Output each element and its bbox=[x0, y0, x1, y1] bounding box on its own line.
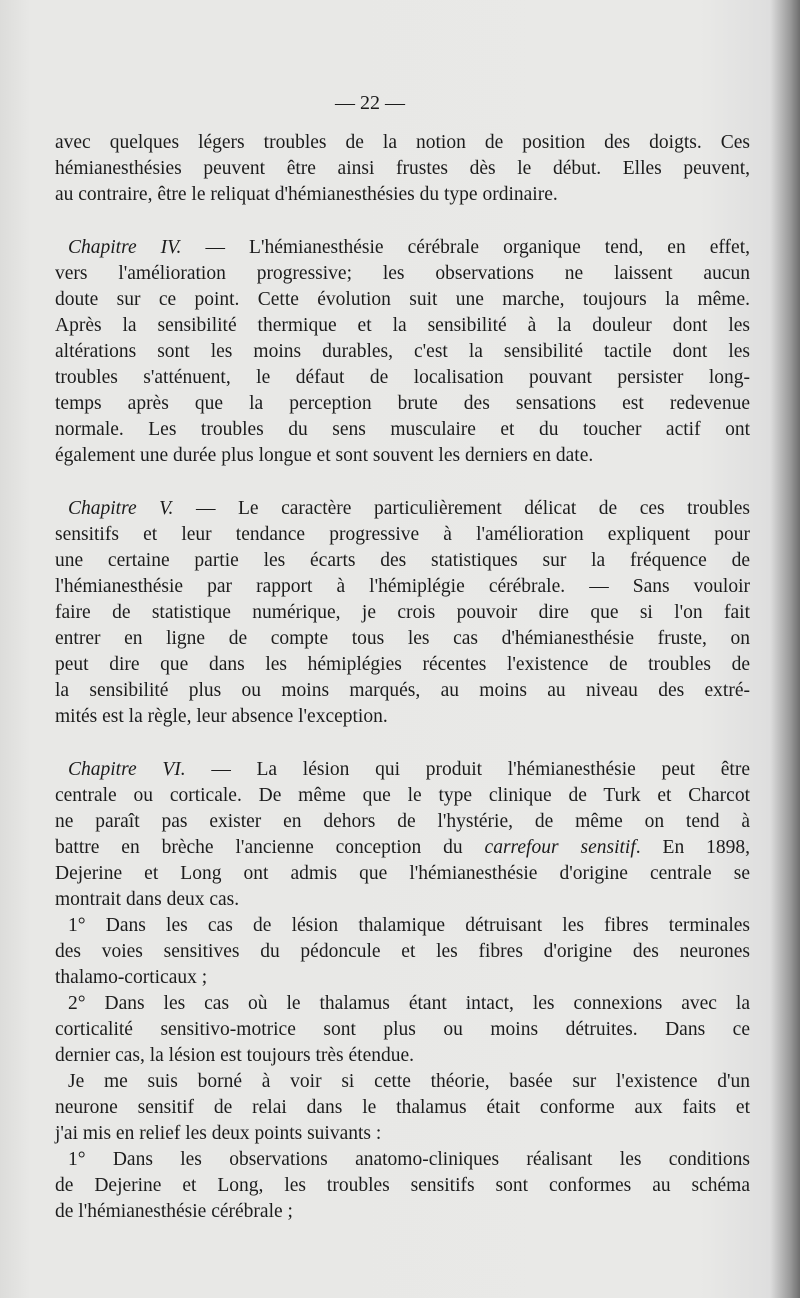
text-line bbox=[55, 600, 750, 626]
text-line bbox=[55, 965, 750, 991]
text-line bbox=[55, 1017, 750, 1043]
text-line bbox=[55, 704, 750, 730]
line-text: sensitifs et leur tendance progressive à l'amélioration expliquent pour bbox=[55, 524, 750, 545]
line-text: peut dire que dans les hémiplégies récentes l'existence de troubles de bbox=[55, 654, 750, 675]
text-line bbox=[55, 835, 750, 861]
text-line bbox=[55, 626, 750, 652]
line-text: altérations sont les moins durables, c'est la sensibilité tactile dont les bbox=[55, 341, 750, 362]
italic-term: carrefour sensitif bbox=[484, 837, 636, 858]
line-text: 1° Dans les observations anatomo-cliniques réalisant les conditions bbox=[68, 1149, 750, 1170]
text-line bbox=[55, 991, 750, 1017]
line-text: dernier cas, la lésion est toujours très étendue. bbox=[55, 1045, 415, 1066]
body-text bbox=[55, 130, 750, 1225]
paragraph bbox=[55, 235, 750, 469]
text-line bbox=[55, 1199, 750, 1225]
page-number: — 22 — bbox=[335, 92, 405, 114]
line-text: l'hémianesthésie par rapport à l'hémiplégie cérébrale. — Sans vouloir bbox=[55, 576, 750, 597]
line-text: troubles s'atténuent, le défaut de localisation pouvant persister long- bbox=[55, 367, 750, 388]
line-text: entrer en ligne de compte tous les cas d'hémianesthésie fruste, on bbox=[55, 628, 750, 649]
paragraph bbox=[55, 130, 750, 208]
text-line bbox=[55, 1147, 750, 1173]
line-text: la sensibilité plus ou moins marqués, au moins au niveau des extré- bbox=[55, 680, 750, 701]
line-text: 2° Dans les cas où le thalamus étant intact, les connexions avec la bbox=[68, 993, 750, 1014]
text-line bbox=[55, 757, 750, 783]
line-text: faire de statistique numérique, je crois pouvoir dire que si l'on fait bbox=[55, 602, 750, 623]
text-line bbox=[55, 261, 750, 287]
line-text: neurone sensitif de relai dans le thalamus était conforme aux faits et bbox=[55, 1097, 750, 1118]
line-text: 1° Dans les cas de lésion thalamique détruisant les fibres terminales bbox=[68, 915, 750, 936]
chapter-heading: Chapitre VI. bbox=[68, 759, 186, 780]
line-text: doute sur ce point. Cette évolution suit une marche, toujours la même. bbox=[55, 289, 750, 310]
chapter-heading: Chapitre IV. bbox=[68, 237, 182, 258]
line-text: — La lésion qui produit l'hémianesthésie peut être bbox=[185, 759, 750, 780]
text-line bbox=[55, 417, 750, 443]
text-line bbox=[55, 1069, 750, 1095]
line-text: centrale ou corticale. De même que le type clinique de Turk et Charcot bbox=[55, 785, 750, 806]
text-line bbox=[55, 313, 750, 339]
text-line bbox=[55, 913, 750, 939]
line-text: au contraire, être le reliquat d'hémianesthésies du type ordinaire. bbox=[55, 184, 558, 205]
text-line bbox=[55, 939, 750, 965]
line-text: montrait dans deux cas. bbox=[55, 889, 240, 910]
paragraph bbox=[55, 1147, 750, 1225]
text-line bbox=[55, 235, 750, 261]
text-line bbox=[55, 652, 750, 678]
text-line bbox=[55, 443, 750, 469]
text-line bbox=[55, 182, 750, 208]
line-text: des voies sensitives du pédoncule et les fibres d'origine des neurones bbox=[55, 941, 750, 962]
line-text: — L'hémianesthésie cérébrale organique tend, en effet, bbox=[181, 237, 750, 258]
text-line bbox=[55, 1043, 750, 1069]
paragraph bbox=[55, 757, 750, 913]
text-line bbox=[55, 339, 750, 365]
line-text: corticalité sensitivo-motrice sont plus ou moins détruites. Dans ce bbox=[55, 1019, 750, 1040]
line-text: battre en brèche l'ancienne conception du bbox=[55, 837, 485, 858]
line-text: également une durée plus longue et sont souvent les derniers en date. bbox=[55, 445, 594, 466]
paragraph bbox=[55, 913, 750, 991]
line-text: normale. Les troubles du sens musculaire et du toucher actif ont bbox=[55, 419, 750, 440]
line-text: Après la sensibilité thermique et la sensibilité à la douleur dont les bbox=[55, 315, 750, 336]
text-line bbox=[55, 861, 750, 887]
line-text: j'ai mis en relief les deux points suivants : bbox=[55, 1123, 382, 1144]
paragraph bbox=[55, 991, 750, 1069]
line-text: Dejerine et Long ont admis que l'hémianesthésie d'origine centrale se bbox=[55, 863, 750, 884]
line-text: vers l'amélioration progressive; les observations ne laissent aucun bbox=[55, 263, 750, 284]
line-text: . En 1898, bbox=[635, 837, 750, 858]
text-line bbox=[55, 391, 750, 417]
text-line bbox=[55, 678, 750, 704]
text-line bbox=[55, 496, 750, 522]
paragraph bbox=[55, 1069, 750, 1147]
text-line bbox=[55, 156, 750, 182]
line-text: avec quelques légers troubles de la notion de position des doigts. Ces bbox=[55, 132, 750, 153]
text-line bbox=[55, 809, 750, 835]
text-line bbox=[55, 783, 750, 809]
text-line bbox=[55, 1173, 750, 1199]
line-text: de Dejerine et Long, les troubles sensitifs sont conformes au schéma bbox=[55, 1175, 750, 1196]
text-line bbox=[55, 1121, 750, 1147]
line-text: mités est la règle, leur absence l'exception. bbox=[55, 706, 388, 727]
text-line bbox=[55, 365, 750, 391]
line-text: thalamo-corticaux ; bbox=[55, 967, 208, 988]
text-line bbox=[55, 522, 750, 548]
paragraph bbox=[55, 496, 750, 730]
line-text: hémianesthésies peuvent être ainsi frustes dès le début. Elles peuvent, bbox=[55, 158, 750, 179]
text-line bbox=[55, 130, 750, 156]
text-line bbox=[55, 1095, 750, 1121]
line-text: une certaine partie les écarts des statistiques sur la fréquence de bbox=[55, 550, 750, 571]
line-text: ne paraît pas exister en dehors de l'hystérie, de même on tend à bbox=[55, 811, 750, 832]
line-text: Je me suis borné à voir si cette théorie, basée sur l'existence d'un bbox=[68, 1071, 750, 1092]
text-line bbox=[55, 548, 750, 574]
text-line bbox=[55, 887, 750, 913]
line-text: temps après que la perception brute des sensations est redevenue bbox=[55, 393, 750, 414]
text-line bbox=[55, 574, 750, 600]
line-text: de l'hémianesthésie cérébrale ; bbox=[55, 1201, 293, 1222]
line-text: — Le caractère particulièrement délicat de ces troubles bbox=[173, 498, 751, 519]
chapter-heading: Chapitre V. bbox=[68, 498, 174, 519]
text-line bbox=[55, 287, 750, 313]
